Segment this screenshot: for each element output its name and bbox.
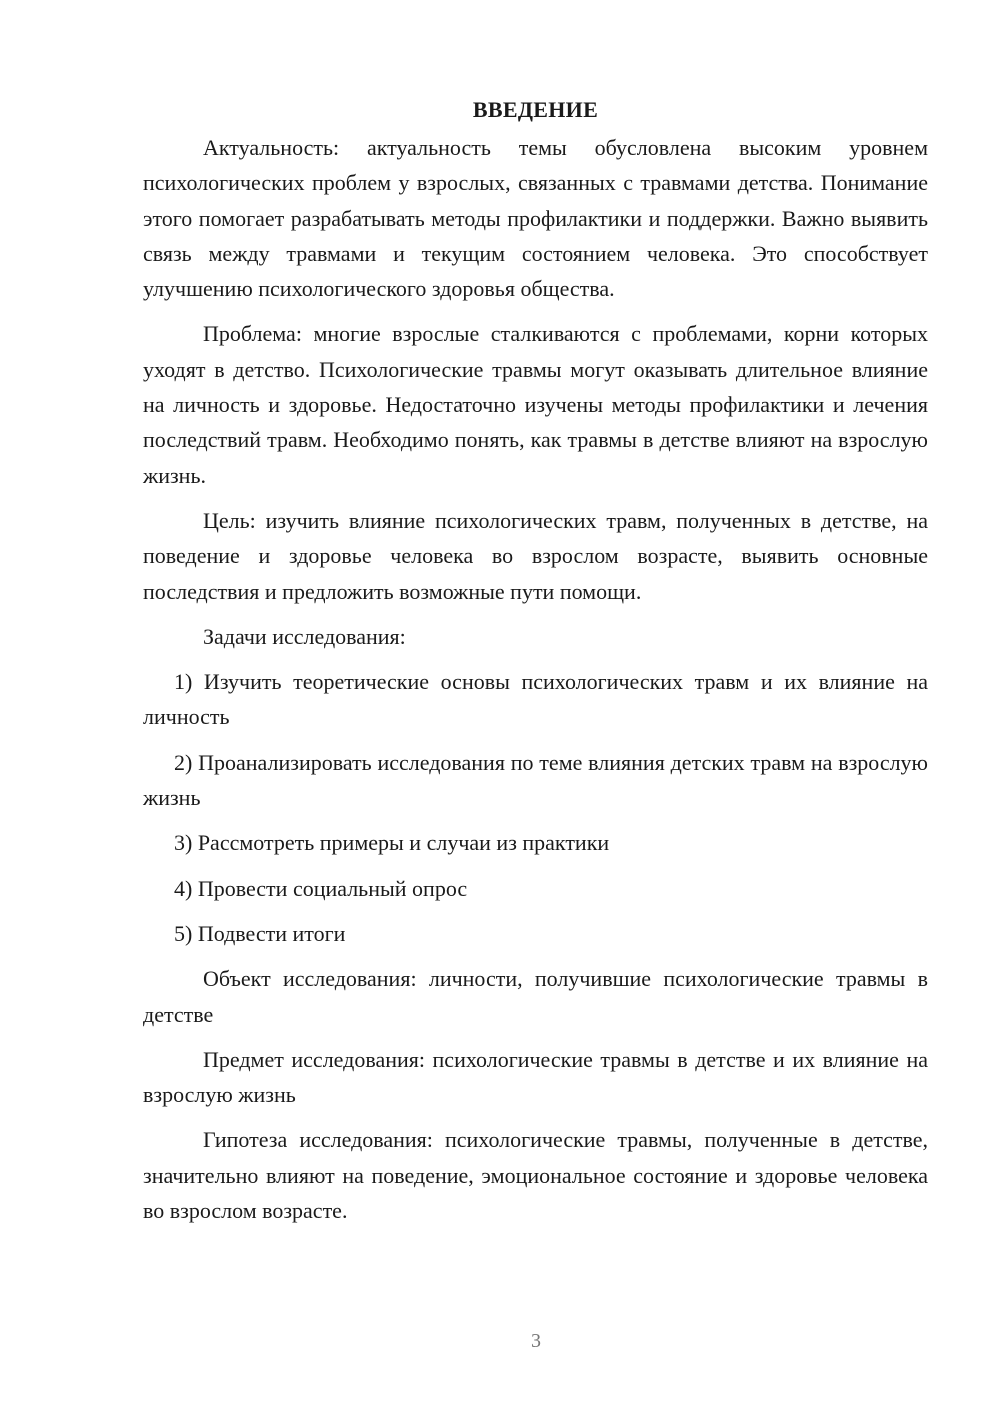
list-item: 5) Подвести итоги (174, 920, 346, 946)
tasks-list (143, 664, 928, 951)
list-item: 4) Провести социальный опрос (174, 875, 468, 901)
paragraph-object: Объект исследования: личности, получившие психологические травмы в детстве (143, 966, 928, 1027)
page-title: ВВЕДЕНИЕ (472, 97, 599, 122)
paragraph-goal: Цель: изучить влияние психологических травм, полученных в детстве, на поведение и здоровье человека во взрослом возрасте, выявить основные последствия и предложить возможные пути помощи. (143, 507, 928, 604)
paragraph-subject: Предмет исследования: психологические травмы в детстве и их влияние на взрослую жизнь (143, 1046, 928, 1108)
list-item: 3) Рассмотреть примеры и случаи из практики (174, 830, 610, 856)
list-item: 1) Изучить теоретические основы психологических травм и их влияние на личность (143, 669, 928, 730)
paragraph-problem: Проблема: многие взрослые сталкиваются с проблемами, корни которых уходят в детство. Психологические травмы могут оказывать длительное влияние на личность и здоровье. Недостаточно изучены методы профилактики и лечения последствий травм. Необходимо понять, как травмы в детстве влияют на взрослую жизнь. (143, 321, 928, 488)
list-item: 2) Проанализировать исследования по теме влияния детских травм на взрослую жизнь (143, 749, 928, 811)
page-number: 3 (531, 1330, 541, 1352)
paragraph-relevance: Актуальность: актуальность темы обусловлена высоким уровнем психологических проблем у взрослых, связанных с травмами детства. Понимание этого помогает разрабатывать методы профилактики и поддержки. Важно выявить связь между травмами и текущим состоянием человека. Это способствует улучшению психологического здоровья общества. (143, 135, 928, 302)
paragraph-hypothesis: Гипотеза исследования: психологические травмы, полученные в детстве, значительно влияют на поведение, эмоциональное состояние и здоровье человека во взрослом возрасте. (143, 1127, 928, 1224)
tasks-heading: Задачи исследования: (203, 623, 406, 649)
document-page (143, 92, 928, 1238)
